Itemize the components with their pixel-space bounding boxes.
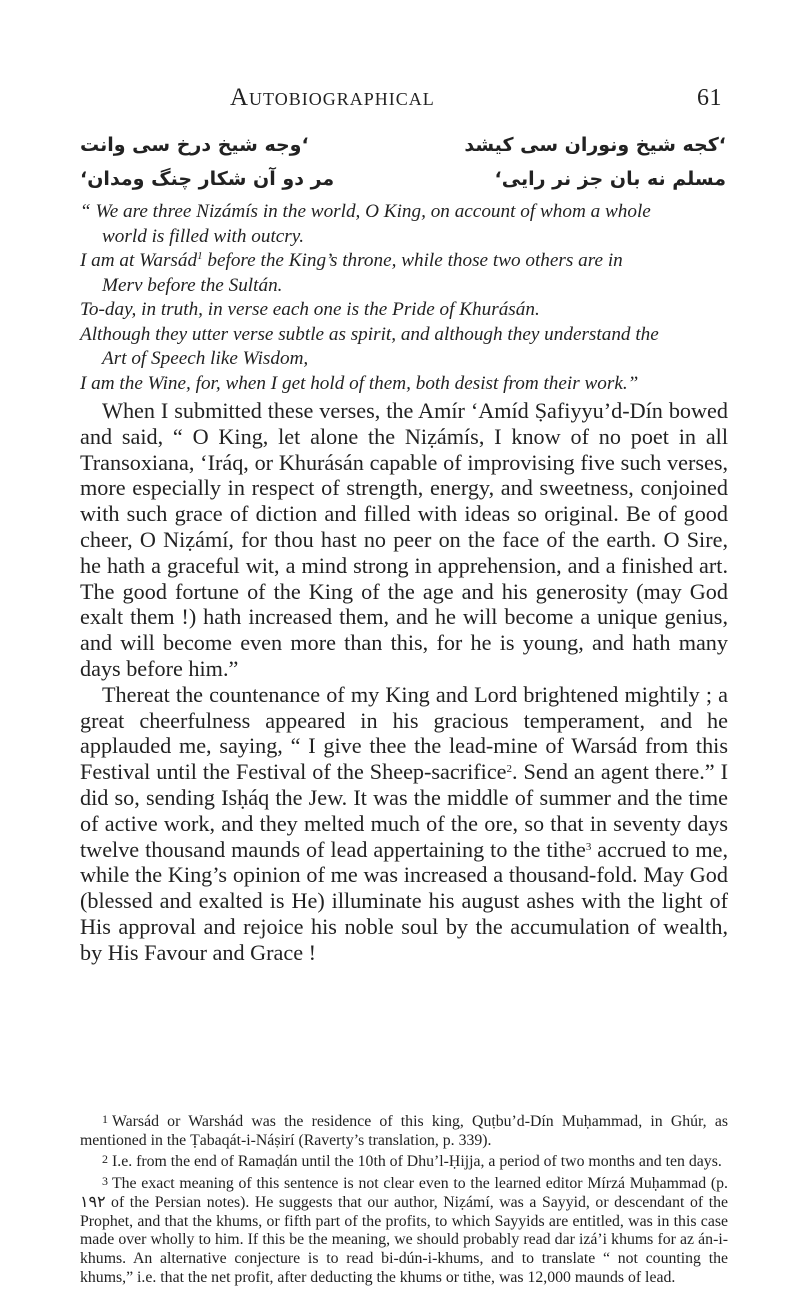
persian-hemistich: ‘کجه شیخ ونوران سی کیشد: [464, 134, 726, 156]
paragraph-part: . Send an agent there.” I did so, sending Isḥáq the Jew. It was the middle of summer and the time of active work, and they melted much of the ore, so that in seventy days twelve thousand maunds of lead appertaining to the tithe: [80, 759, 728, 862]
persian-hemistich: مر دو آن شکار چنگ ومدان‘: [80, 168, 335, 190]
footnote-number: 3: [102, 1174, 108, 1189]
persian-verse: [80, 128, 726, 196]
footnote-ref: 2: [506, 763, 513, 776]
verse-line: Merv before the Sultán.: [102, 274, 283, 296]
verse-line: Art of Speech like Wisdom,: [102, 348, 309, 369]
persian-hemistich: ‘وجه شیخ درخ سی وانت: [80, 134, 309, 156]
verse-line: “ We are three Nizámís in the world, O King, on account of whom a whole: [80, 201, 651, 222]
footnote-ref: 3: [585, 840, 592, 853]
verse-line: [80, 249, 730, 274]
running-title: Autobiographical: [230, 84, 435, 111]
verse-line: world is filled with outcry.: [102, 225, 305, 247]
paragraph-part: Thereat the countenance of my King and Lord brightened mightily ; a great cheerfulness appeared in his gracious temperament, and he applauded me, saying, “ I give thee the lead-mine of Warsád from this Festival until the Festival of the Sheep-sacrifice: [80, 681, 728, 785]
footnote-text: The exact meaning of this sentence is not clear even to the learned editor Mírzá Muḥammad (p. ١٩٢ of the Persian notes). He suggests that our author, Niẓámí, was a Sayyid, or descendant of the Prophet, and that the khums, or fifth part of the profits, to which Sayyids are entitled, was in this case made over wholly to him. If this be the meaning, we should probably read dar izá’i khums for az án-i-khums. An alternative conjecture is to read bi-dún-i-khums, and to translate “ not counting the khums,” i.e. that the net profit, after deducting the khums or tithe, was 12,000 maunds of lead.: [80, 1175, 728, 1286]
footnote: [80, 1172, 728, 1287]
paragraph: When I submitted these verses, the Amír ‘Amíd Ṣafiyyu’d-Dín bowed and said, “ O King, let alone the Niẓámís, I know of no poet in all Transoxiana, ‘Iráq, or Khurásán capable of improvising five such verses, more especially in respect of strength, energy, and sweetness, conjoined with such grace of diction and filled with ideas so original. Be of good cheer, O Niẓámí, for thou hast no peer on the face of the earth. O Sire, he hath a graceful wit, a mind strong in apprehension, and a finished art. The good fortune of the King of the age and his generosity (may God exalt them !) hath increased them, and he will become a unique genius, and will become even more than this, for he is young, and hath many days before him.”: [80, 398, 728, 681]
verse-line: To-day, in truth, in verse each one is the Pride of Khurásán.: [80, 299, 540, 320]
verse-line: Although they utter verse subtle as spirit, and although they understand the: [80, 323, 659, 345]
footnotes: [80, 1110, 728, 1287]
footnote: [80, 1150, 728, 1172]
page-number: 61: [697, 85, 722, 111]
persian-hemistich: مسلم نه بان جز نر رایی‘: [494, 168, 726, 190]
persian-verse-line: [80, 162, 726, 196]
paragraph-part: accrued to me, while the King’s opinion of me was increased a thousand-fold. May God (blessed and exalted is He) illuminate his august ashes with the light of His approval and rejoice his noble soul by the accumulation of wealth, by His Favour and Grace !: [80, 836, 728, 965]
persian-verse-line: [80, 128, 726, 162]
footnote-number: 1: [102, 1112, 108, 1126]
footnote-number: 2: [102, 1152, 108, 1167]
verse-line-part: before the King’s throne, while those two others are in: [202, 250, 623, 271]
verse-line-part: I am at Warsád: [80, 250, 198, 271]
page-header: [230, 84, 722, 112]
verse-translation: [80, 200, 730, 396]
footnote-text: Warsád or Warshád was the residence of this king, Quṭbu’d-Dín Muḥammad, in Ghúr, as mentioned in the Ṭabaqát-i-Náṣirí (Raverty’s translation, p. 339).: [80, 1113, 728, 1149]
paragraph: [80, 682, 728, 966]
body-text: [80, 398, 728, 966]
footnote-text: I.e. from the end of Ramaḍán until the 10th of Dhu’l-Ḥijja, a period of two months and ten days.: [112, 1153, 722, 1171]
footnote-ref: 1: [197, 250, 203, 262]
footnote: [80, 1110, 728, 1150]
verse-line: I am the Wine, for, when I get hold of them, both desist from their work.”: [80, 372, 639, 394]
